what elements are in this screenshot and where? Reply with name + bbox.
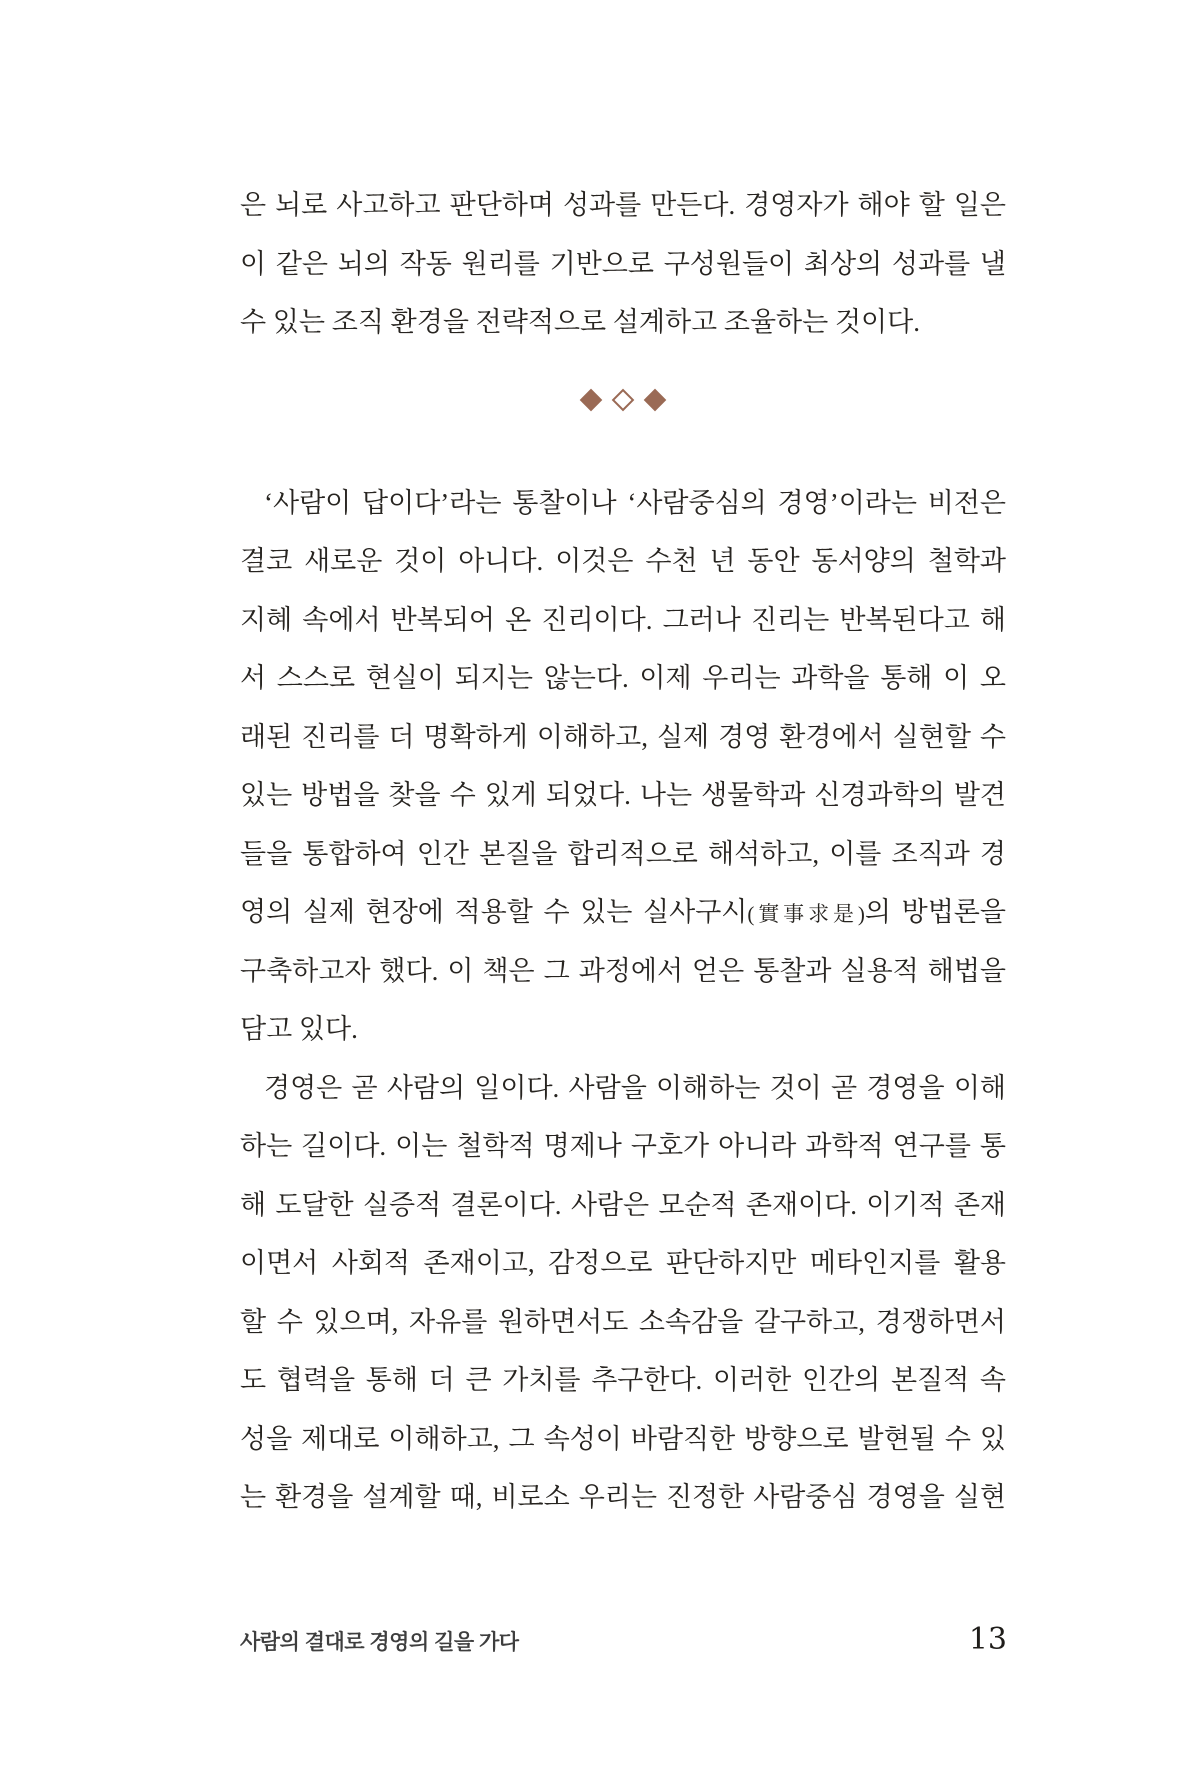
text-line: 담고 있다. xyxy=(240,1014,358,1044)
section-divider xyxy=(240,352,1006,474)
paragraph xyxy=(240,176,1006,352)
text-line: 은 뇌로 사고하고 판단하며 성과를 만든다. 경영자가 해야 할 일은 xyxy=(240,190,1006,220)
text-line: 수 있는 조직 환경을 전략적으로 설계하고 조율하는 것이다. xyxy=(240,307,920,337)
paragraph xyxy=(240,474,1006,1059)
paragraph-group-top xyxy=(240,176,1006,352)
text-line: 들을 통합하여 인간 본질을 합리적으로 해석하고, 이를 조직과 경 xyxy=(240,838,1006,869)
text-line: 할 수 있으며, 자유를 원하면서도 소속감을 갈구하고, 경쟁하면서 xyxy=(240,1306,1006,1337)
paragraph-group-bottom xyxy=(240,474,1006,1527)
text-line xyxy=(240,883,1006,942)
body-text xyxy=(240,176,1006,1527)
text-line: 이 같은 뇌의 작동 원리를 기반으로 구성원들이 최상의 성과를 낼 xyxy=(240,248,1006,279)
text-line: 는 환경을 설계할 때, 비로소 우리는 진정한 사람중심 경영을 실현 xyxy=(240,1482,1006,1512)
paragraph xyxy=(240,1059,1006,1527)
page-footer xyxy=(240,1622,1007,1657)
text-line: 경영은 곧 사람의 일이다. 사람을 이해하는 것이 곧 경영을 이해 xyxy=(264,1072,1006,1103)
text-line: 구축하고자 했다. 이 책은 그 과정에서 얻은 통찰과 실용적 해법을 xyxy=(240,955,1006,986)
text-line: 있는 방법을 찾을 수 있게 되었다. 나는 생물학과 신경과학의 발견 xyxy=(240,780,1006,810)
text-line: ‘사람이 답이다’라는 통찰이나 ‘사람중심의 경영’이라는 비전은 xyxy=(264,487,1006,518)
outline-diamond-icon xyxy=(612,388,635,411)
hanja-annotation: (實事求是) xyxy=(747,902,865,926)
text-line: 결코 새로운 것이 아니다. 이것은 수천 년 동안 동서양의 철학과 xyxy=(240,546,1006,576)
text-line: 지혜 속에서 반복되어 온 진리이다. 그러나 진리는 반복된다고 해 xyxy=(240,604,1006,635)
text-segment: 의 방법론을 xyxy=(864,897,1006,927)
text-line: 성을 제대로 이해하고, 그 속성이 바람직한 방향으로 발현될 수 있 xyxy=(240,1423,1006,1454)
running-title: 사람의 결대로 경영의 길을 가다 xyxy=(240,1631,519,1654)
text-line: 해 도달한 실증적 결론이다. 사람은 모순적 존재이다. 이기적 존재 xyxy=(240,1189,1006,1220)
filled-diamond-icon xyxy=(644,388,667,411)
text-line: 도 협력을 통해 더 큰 가치를 추구한다. 이러한 인간의 본질적 속 xyxy=(240,1365,1006,1395)
text-line: 하는 길이다. 이는 철학적 명제나 구호가 아니라 과학적 연구를 통 xyxy=(240,1131,1006,1161)
text-line: 래된 진리를 더 명확하게 이해하고, 실제 경영 환경에서 실현할 수 xyxy=(240,721,1006,752)
text-line: 서 스스로 현실이 되지는 않는다. 이제 우리는 과학을 통해 이 오 xyxy=(240,663,1006,693)
page-number: 13 xyxy=(968,1622,1007,1657)
text-line: 이면서 사회적 존재이고, 감정으로 판단하지만 메타인지를 활용 xyxy=(240,1248,1006,1278)
filled-diamond-icon xyxy=(580,388,603,411)
text-segment: 영의 실제 현장에 적용할 수 있는 실사구시 xyxy=(240,897,748,927)
